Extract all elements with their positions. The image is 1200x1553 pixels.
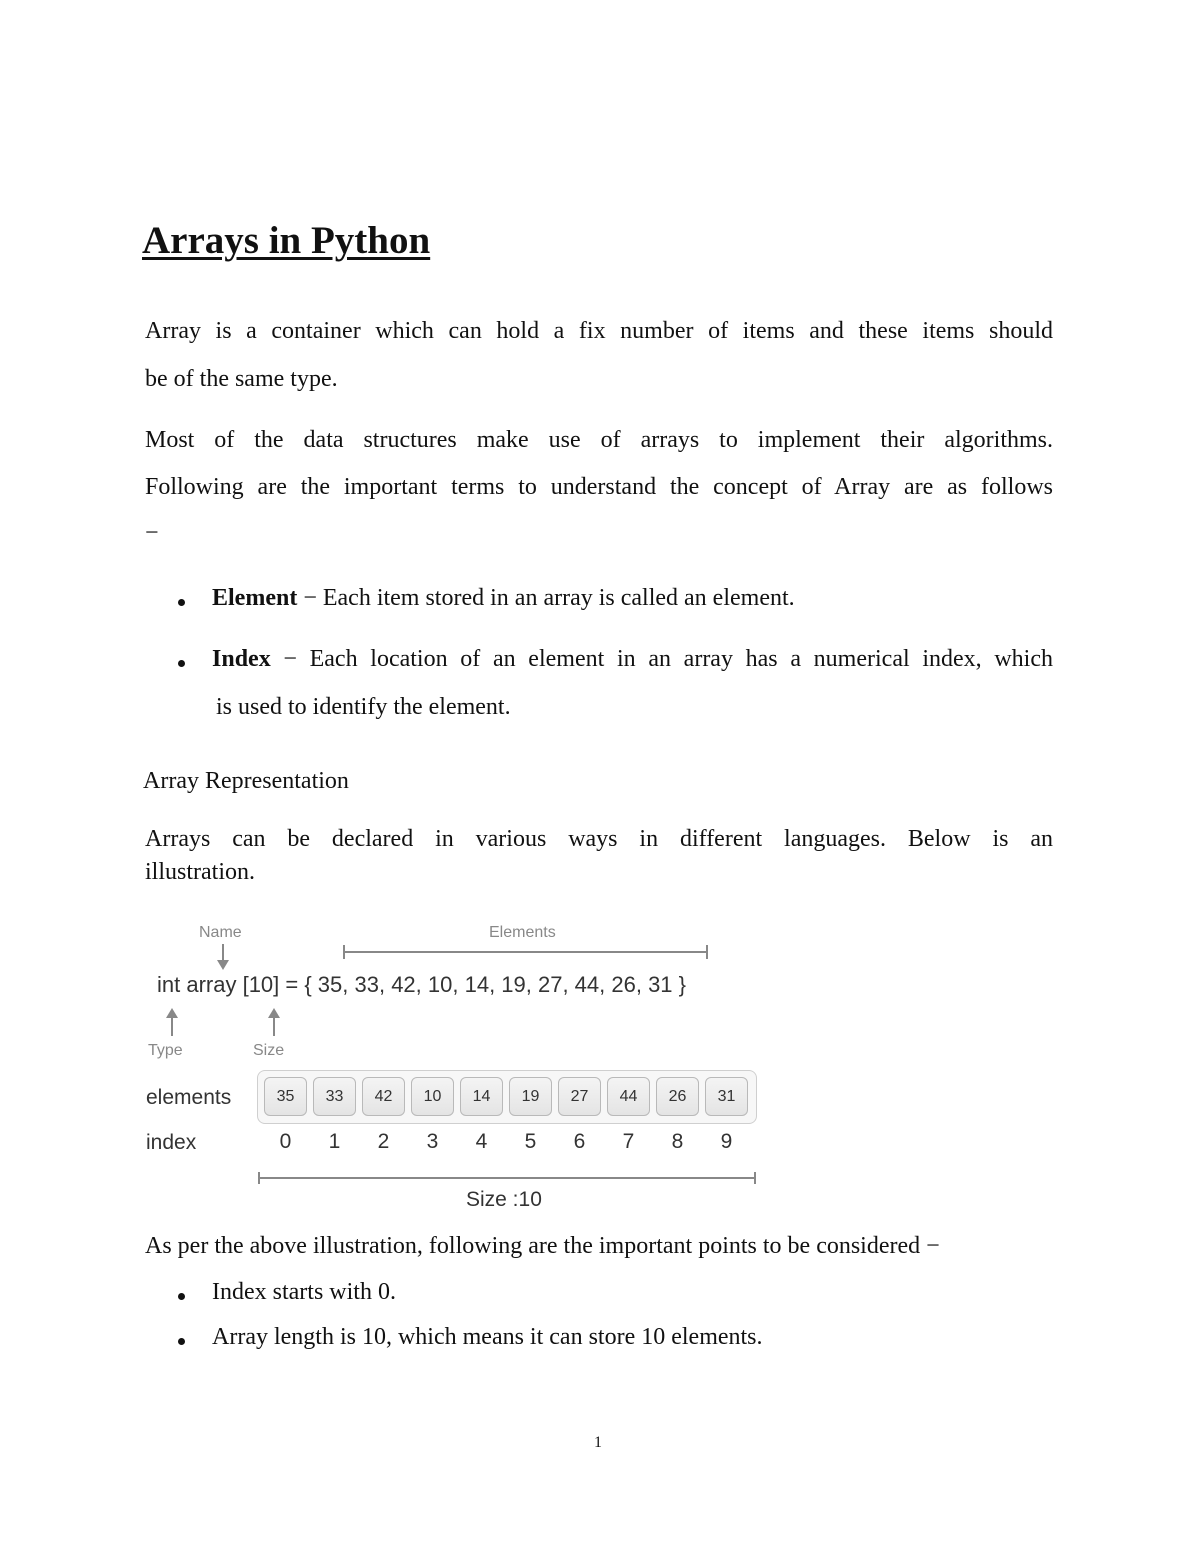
point-item: Index starts with 0. — [212, 1279, 396, 1305]
bullet-dot-icon — [178, 599, 185, 606]
elements-bracket — [344, 945, 707, 959]
bullet-dot-icon — [178, 660, 185, 667]
element-cell: 31 — [705, 1077, 748, 1116]
element-cell: 14 — [460, 1077, 503, 1116]
index-label: 9 — [720, 1130, 733, 1153]
section-heading: Array Representation — [143, 768, 349, 794]
row-index-label: index — [146, 1131, 197, 1154]
element-cell: 27 — [558, 1077, 601, 1116]
arrow-down-icon — [217, 944, 229, 970]
intro-line-1: Arrays can be declared in various ways in different languages. Below is an — [145, 826, 1053, 852]
point-item: Array length is 10, which means it can store 10 elements. — [212, 1324, 763, 1350]
bullet-dot-icon — [178, 1293, 185, 1300]
term-index — [212, 646, 1053, 673]
element-cell: 42 — [362, 1077, 405, 1116]
size-caption: Size :10 — [466, 1188, 542, 1211]
paragraph-1-line-2: be of the same type. — [145, 366, 338, 392]
element-cell: 19 — [509, 1077, 552, 1116]
term-index-name: Index — [212, 646, 271, 672]
element-cell: 44 — [607, 1077, 650, 1116]
diagram-elements-label: Elements — [489, 924, 556, 941]
bullet-dot-icon — [178, 1338, 185, 1345]
paragraph-2-line-3: − — [145, 520, 159, 546]
diagram-type-label: Type — [148, 1042, 183, 1059]
diagram-arrows — [140, 918, 770, 1218]
term-index-desc-line-2: is used to identify the element. — [216, 694, 511, 720]
index-label: 6 — [573, 1130, 586, 1153]
element-cell: 10 — [411, 1077, 454, 1116]
diagram-name-label: Name — [199, 924, 242, 941]
paragraph-2-line-2: Following are the important terms to understand the concept of Array are as follows — [145, 474, 1053, 500]
arrow-up-icon — [268, 1008, 280, 1036]
term-element — [212, 585, 795, 612]
diagram-size-label: Size — [253, 1042, 285, 1059]
term-element-name: Element — [212, 585, 298, 611]
page-title: Arrays in Python — [142, 219, 431, 262]
index-label: 1 — [328, 1130, 341, 1153]
paragraph-2-line-1: Most of the data structures make use of arrays to implement their algorithms. — [145, 427, 1053, 453]
index-label: 0 — [279, 1130, 292, 1153]
arrow-up-icon — [166, 1008, 178, 1036]
index-label: 8 — [671, 1130, 684, 1153]
index-label: 2 — [377, 1130, 390, 1153]
intro-line-2: illustration. — [145, 859, 255, 885]
points-intro: As per the above illustration, following are the important points to be considered − — [145, 1233, 940, 1259]
index-label: 4 — [475, 1130, 488, 1153]
element-cell: 35 — [264, 1077, 307, 1116]
term-element-desc: − Each item stored in an array is called an element. — [297, 585, 795, 611]
index-label: 3 — [426, 1130, 439, 1153]
size-bracket — [259, 1172, 755, 1184]
paragraph-1-line-1: Array is a container which can hold a fix number of items and these items should — [145, 318, 1053, 344]
page-number: 1 — [594, 1434, 602, 1451]
index-label: 5 — [524, 1130, 537, 1153]
element-cell: 33 — [313, 1077, 356, 1116]
array-declaration: int array [10] = { 35, 33, 42, 10, 14, 19, 27, 44, 26, 31 } — [157, 972, 686, 997]
element-cell: 26 — [656, 1077, 699, 1116]
term-index-desc: − Each location of an element in an array has a numerical index, which — [270, 646, 1053, 672]
row-elements-label: elements — [146, 1086, 232, 1109]
index-label: 7 — [622, 1130, 635, 1153]
